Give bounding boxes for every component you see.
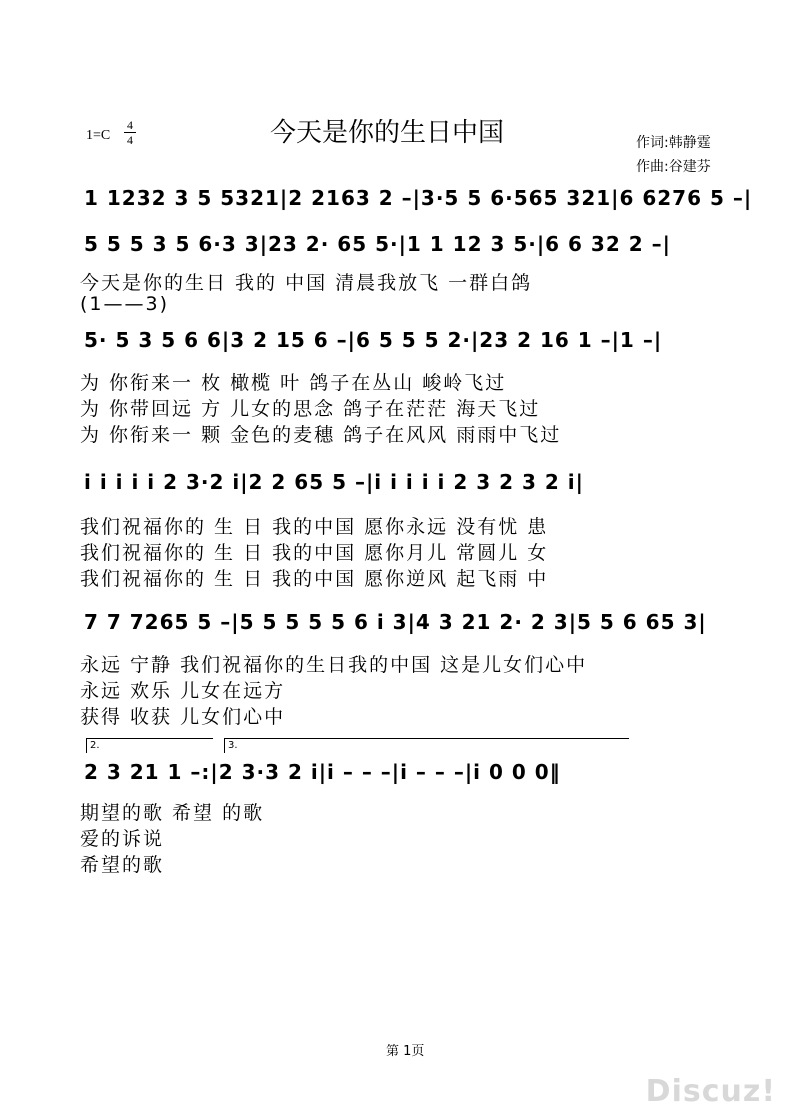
score-line-2: 5 5 5 3 5 6·3 3|23 2· 65 5·|1 1 12 3 5·|6 6 32 2 –|	[84, 232, 671, 256]
time-signature-top: 4	[127, 118, 133, 132]
lyric-line-4-2: 我们祝福你的 生 日 我的中国 愿你月儿 常圆儿 女	[80, 542, 549, 564]
volta-third-ending	[224, 738, 629, 753]
score-line-3: 5· 5 3 5 6 6|3 2 15 6 –|6 5 5 5 2·|23 2 16 1 –|1 –|	[84, 328, 663, 352]
lyric-line-5-1: 永远 宁静 我们祝福你的生日我的中国 这是儿女们心中	[80, 654, 588, 676]
lyric-line-2-2: (1——3)	[80, 293, 170, 315]
lyric-line-6-3: 希望的歌	[80, 854, 165, 876]
watermark-logo: Discuz!	[645, 1074, 776, 1109]
volta-third-label: 3.	[228, 740, 238, 751]
volta-second-ending	[86, 738, 213, 753]
page-number: 第 1页	[386, 1044, 425, 1059]
score-line-1: 1 1232 3 5 5321|2 2163 2 –|3·5 5 6·565 321|6 6276 5 –|	[84, 186, 753, 210]
volta-second-label: 2.	[90, 740, 100, 751]
lyric-line-2-1: 今天是你的生日 我的 中国 清晨我放飞 一群白鸽	[80, 272, 533, 294]
lyric-line-6-2: 爱的诉说	[80, 828, 165, 850]
score-line-4: i i i i i 2 3·2 i|2 2 65 5 –|i i i i i 2 3 2 3 2 i|	[84, 470, 584, 494]
time-signature-bottom: 4	[124, 132, 136, 147]
lyric-line-5-3: 获得 收获 儿女们心中	[80, 706, 286, 728]
score-line-5: 7 7 7265 5 –|5 5 5 5 5 6 i 3|4 3 21 2· 2 3|5 5 6 65 3|	[84, 610, 707, 634]
composer-credit: 作曲:谷建芬	[636, 159, 711, 175]
song-title: 今天是你的生日中国	[270, 118, 505, 148]
lyric-line-4-1: 我们祝福你的 生 日 我的中国 愿你永远 没有忧 患	[80, 516, 549, 538]
lyric-line-3-1: 为 你衔来一 枚 橄榄 叶 鸽子在丛山 峻岭飞过	[80, 372, 507, 394]
key-signature: 1=C	[86, 128, 111, 143]
score-line-6: 2 3 21 1 –:|2 3·3 2 i|i – – –|i – – –|i 0 0 0‖	[84, 760, 561, 784]
lyric-line-5-2: 永远 欢乐 儿女在远方	[80, 680, 286, 702]
lyric-line-3-2: 为 你带回远 方 儿女的思念 鸽子在茫茫 海天飞过	[80, 398, 541, 420]
lyric-line-3-3: 为 你衔来一 颗 金色的麦穗 鸽子在风风 雨雨中飞过	[80, 424, 562, 446]
lyricist-credit: 作词:韩静霆	[636, 135, 711, 151]
lyric-line-6-1: 期望的歌 希望 的歌	[80, 802, 265, 824]
time-signature	[124, 118, 136, 147]
lyric-line-4-3: 我们祝福你的 生 日 我的中国 愿你逆风 起飞雨 中	[80, 568, 549, 590]
